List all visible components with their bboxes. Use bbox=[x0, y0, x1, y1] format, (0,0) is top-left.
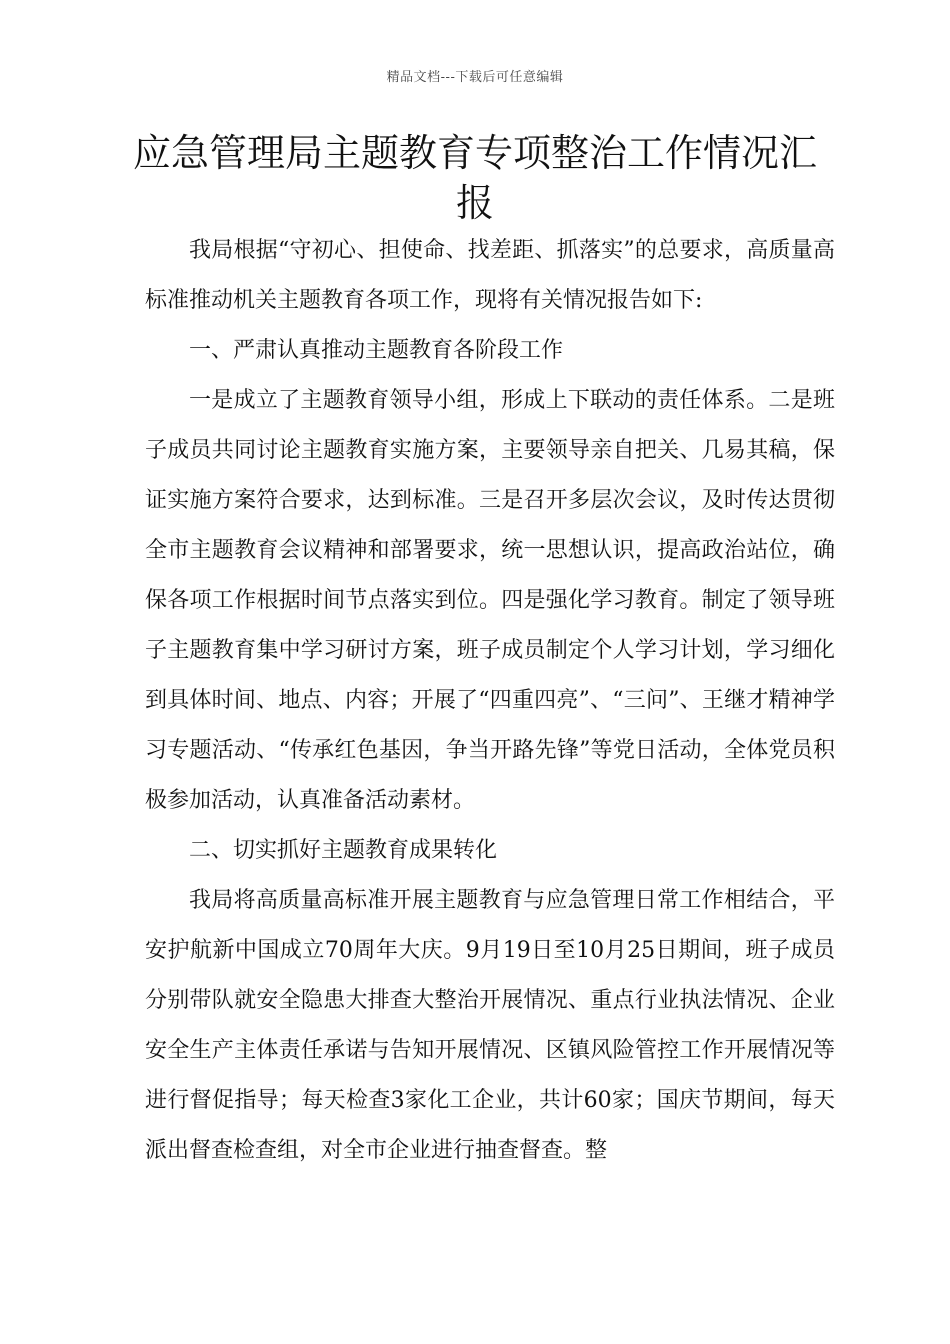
document-body bbox=[145, 226, 835, 1176]
section-1-paragraph: 一是成立了主题教育领导小组，形成上下联动的责任体系。二是班子成员共同讨论主题教育实施方案，主要领导亲自把关、几易其稿，保证实施方案符合要求，达到标准。三是召开多层次会议，及时传达贯彻全市主题教育会议精神和部署要求，统一思想认识，提高政治站位，确保各项工作根据时间节点落实到位。四是强化学习教育。制定了领导班子主题教育集中学习研讨方案，班子成员制定个人学习计划，学习细化到具体时间、地点、内容；开展了“四重四亮”、“三问”、王继才精神学习专题活动、“传承红色基因，争当开路先锋”等党日活动，全体党员积极参加活动，认真准备活动素材。 bbox=[145, 388, 835, 813]
intro-paragraph: 我局根据“守初心、担使命、找差距、抓落实”的总要求，高质量高标准推动机关主题教育各项工作，现将有关情况报告如下: bbox=[145, 238, 835, 313]
page-watermark: 精品文档---下载后可任意编辑 bbox=[386, 70, 564, 85]
section-2-paragraph: 我局将高质量高标准开展主题教育与应急管理日常工作相结合，平安护航新中国成立70周年大庆。9月19日至10月25日期间，班子成员分别带队就安全隐患大排查大整治开展情况、重点行业执法情况、企业安全生产主体责任承诺与告知开展情况、区镇风险管控工作开展情况等进行督促指导；每天检查3家化工企业，共计60家；国庆节期间，每天派出督查检查组，对全市企业进行抽查督查。整 bbox=[145, 888, 835, 1163]
section-heading-1: 一、严肃认真推动主题教育各阶段工作 bbox=[189, 338, 564, 363]
section-heading-2: 二、切实抓好主题教育成果转化 bbox=[189, 838, 498, 863]
document-title: 应急管理局主题教育专项整治工作情况汇报 bbox=[132, 131, 817, 225]
